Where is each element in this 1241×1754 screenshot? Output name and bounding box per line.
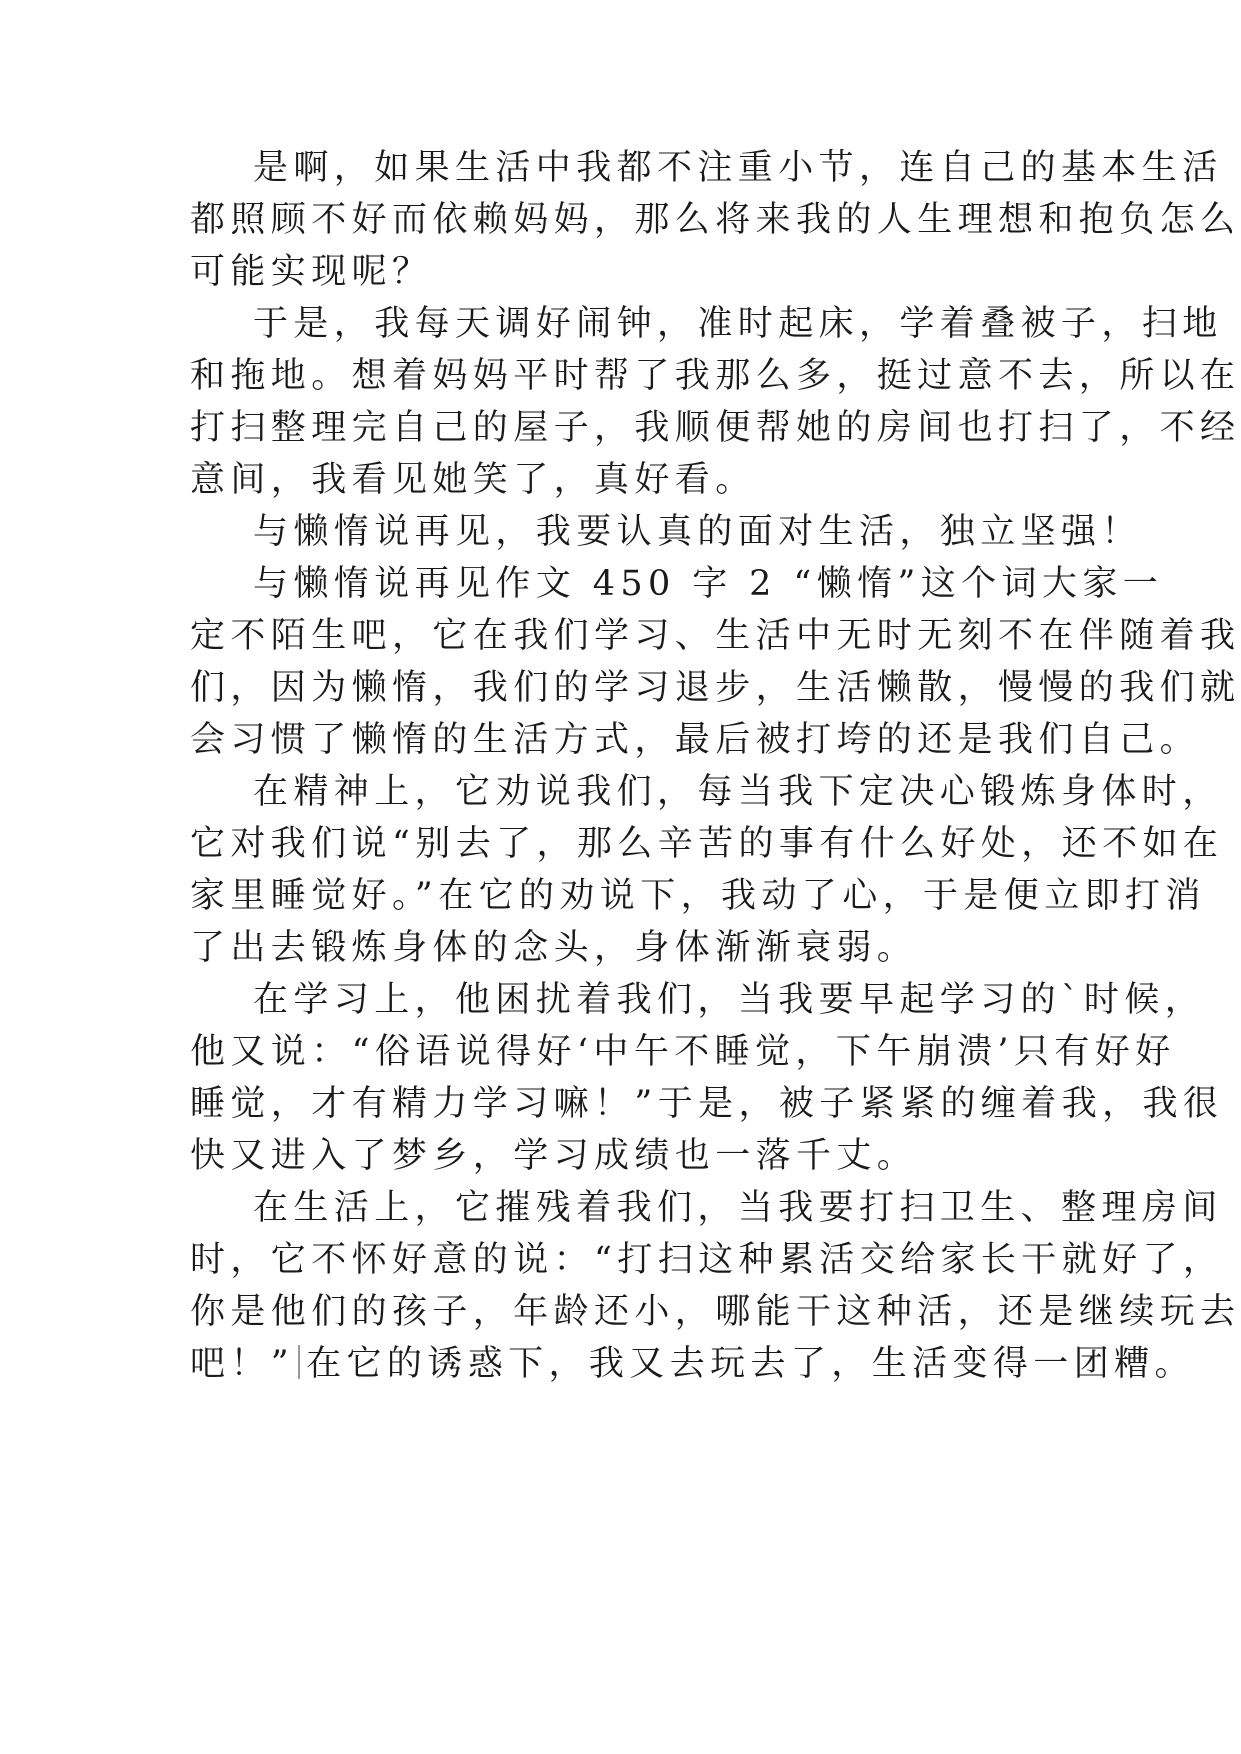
text-line: 了出去锻炼身体的念头，身体渐渐衰弱。: [190, 928, 918, 968]
text-line: 打扫整理完自己的屋子，我顺便帮她的房间也打扫了，不经: [190, 408, 1241, 448]
text-line: 可能实现呢？: [190, 252, 433, 292]
text-line: 家里睡觉好。”在它的劝说下，我动了心，于是便立即打消: [190, 876, 1206, 916]
text-line: 定不陌生吧，它在我们学习、生活中无时无刻不在伴随着我: [190, 616, 1241, 656]
text-line: 都照顾不好而依赖妈妈，那么将来我的人生理想和抱负怎么: [190, 200, 1241, 240]
text-line: 他又说：“俗语说得好‘中午不睡觉，下午崩溃’只有好好: [190, 1032, 1176, 1072]
text-segment: 在它的诱惑下，我又去玩去了，生活变得一团糟。: [306, 1344, 1195, 1384]
text-line: 时，它不怀好意的说：“打扫这种累活交给家长干就好了，: [190, 1240, 1224, 1280]
text-line-last: [190, 1338, 1195, 1390]
text-line: 们，因为懒惰，我们的学习退步，生活懒散，慢慢的我们就: [190, 668, 1241, 708]
text-line: 快又进入了梦乡，学习成绩也一落千丈。: [190, 1136, 918, 1176]
text-line: 于是，我每天调好闹钟，准时起床，学着叠被子，扫地: [253, 304, 1223, 344]
text-line: 你是他们的孩子，年龄还小，哪能干这种活，还是继续玩去: [190, 1292, 1241, 1332]
text-segment: 吧！”: [190, 1344, 295, 1384]
text-line: 与懒惰说再见作文 450 字 2 “懒惰”这个词大家一: [253, 564, 1164, 604]
text-line: 在生活上，它摧残着我们，当我要打扫卫生、整理房间: [253, 1188, 1223, 1228]
text-line: 是啊，如果生活中我都不注重小节，连自己的基本生活: [253, 148, 1223, 188]
text-line: 与懒惰说再见，我要认真的面对生活，独立坚强！: [253, 512, 1142, 552]
text-line: 在学习上，他困扰着我们，当我要早起学习的`时候，: [253, 980, 1206, 1020]
text-line: 会习惯了懒惰的生活方式，最后被打垮的还是我们自己。: [190, 720, 1201, 760]
text-cursor[interactable]: [298, 1345, 300, 1379]
text-line: 和拖地。想着妈妈平时帮了我那么多，挺过意不去，所以在: [190, 356, 1241, 396]
text-line: 睡觉，才有精力学习嘛！”于是，被子紧紧的缠着我，我很: [190, 1084, 1224, 1124]
text-line: 在精神上，它劝说我们，每当我下定决心锻炼身体时，: [253, 772, 1223, 812]
text-line: 意间，我看见她笑了，真好看。: [190, 460, 756, 500]
text-line: 它对我们说“别去了，那么辛苦的事有什么好处，还不如在: [190, 824, 1224, 864]
